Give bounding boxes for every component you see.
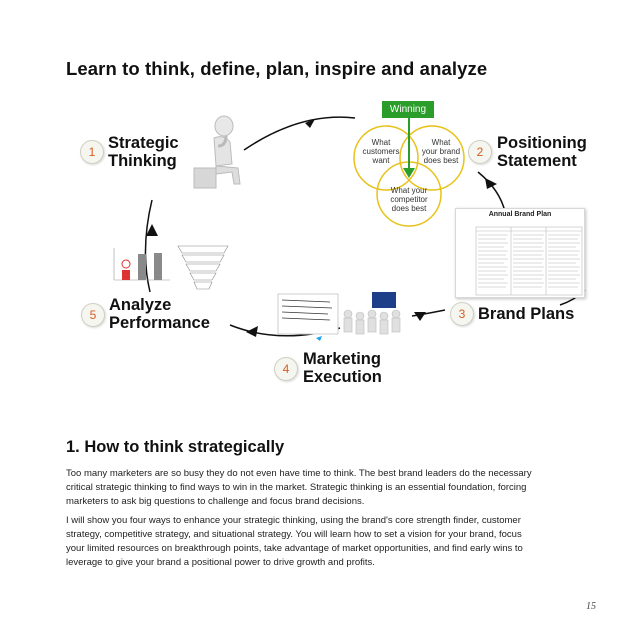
step-4-line1: Marketing xyxy=(303,350,381,368)
venn-competitor-line: What your xyxy=(390,186,428,195)
paragraph-line: leverage to give your brand a positional power to drive growth and profits. xyxy=(66,557,375,568)
step-4-line2: Execution xyxy=(303,368,382,386)
paragraph-line: your limited resources on breakthrough points, take advantage of market opportunities, and find early wins to xyxy=(66,543,523,554)
step-3-number: 3 xyxy=(450,302,474,326)
venn-competitor-line: competitor xyxy=(390,195,428,204)
page-title: Learn to think, define, plan, inspire and analyze xyxy=(66,58,488,79)
venn-customers xyxy=(356,138,406,165)
step-1-line1: Strategic xyxy=(108,134,179,152)
step-5-line1: Analyze xyxy=(109,296,172,314)
venn-brand xyxy=(416,138,466,165)
venn-brand-line: What xyxy=(431,138,451,147)
audience-illustration-icon xyxy=(272,290,412,346)
step-3-label xyxy=(478,305,574,323)
thinker-figure-icon xyxy=(188,112,248,192)
plan-card-title: Annual Brand Plan xyxy=(488,211,552,218)
paragraph-1 xyxy=(66,467,596,509)
paragraph-line: I will show you four ways to enhance your strategic thinking, using the brand's core strength finder, customer xyxy=(66,515,521,526)
step-4-number: 4 xyxy=(274,357,298,381)
step-4-label xyxy=(303,350,382,386)
step-5-line2: Performance xyxy=(109,314,210,332)
step-3-line1: Brand Plans xyxy=(478,305,575,323)
venn-competitor xyxy=(384,186,434,213)
venn-brand-line: does best xyxy=(423,156,459,165)
section-heading: 1. How to think strategically xyxy=(66,438,285,456)
page-number: 15 xyxy=(586,601,596,612)
step-2-number: 2 xyxy=(468,140,492,164)
step-1-number: 1 xyxy=(80,140,104,164)
venn-customers-line: What xyxy=(371,138,391,147)
step-1-label xyxy=(108,134,179,170)
arrow-top xyxy=(244,117,355,150)
paragraph-line: Too many marketers are so busy they do not even have time to think. The best brand leaders do the necessary xyxy=(66,468,532,479)
paragraph-line: marketers to ask big questions to challenge and focus brand decisions. xyxy=(66,496,365,507)
paragraph-line: strategy, competitive strategy, and situational strategy. You will learn how to set a vision for your brand, focus xyxy=(66,529,522,540)
step-5-label xyxy=(109,296,210,332)
paragraph-2 xyxy=(66,514,596,570)
venn-brand-line: your brand xyxy=(421,147,461,156)
paragraph-line: critical strategic thinking to find ways to win in the market. Strategic thinking is an essential foundation, forcing xyxy=(66,482,527,493)
winning-badge: Winning xyxy=(382,101,434,118)
venn-customers-line: want xyxy=(372,156,390,165)
performance-chart-icon xyxy=(110,244,240,300)
step-2-line1: Positioning xyxy=(497,134,587,152)
step-5-number: 5 xyxy=(81,303,105,327)
plan-card-table xyxy=(456,209,586,299)
step-2-line2: Statement xyxy=(497,152,577,170)
venn-customers-line: customers xyxy=(362,147,400,156)
venn-competitor-line: does best xyxy=(391,204,427,213)
step-2-label xyxy=(497,134,587,170)
annual-brand-plan-card xyxy=(455,208,585,298)
step-1-line2: Thinking xyxy=(108,152,177,170)
